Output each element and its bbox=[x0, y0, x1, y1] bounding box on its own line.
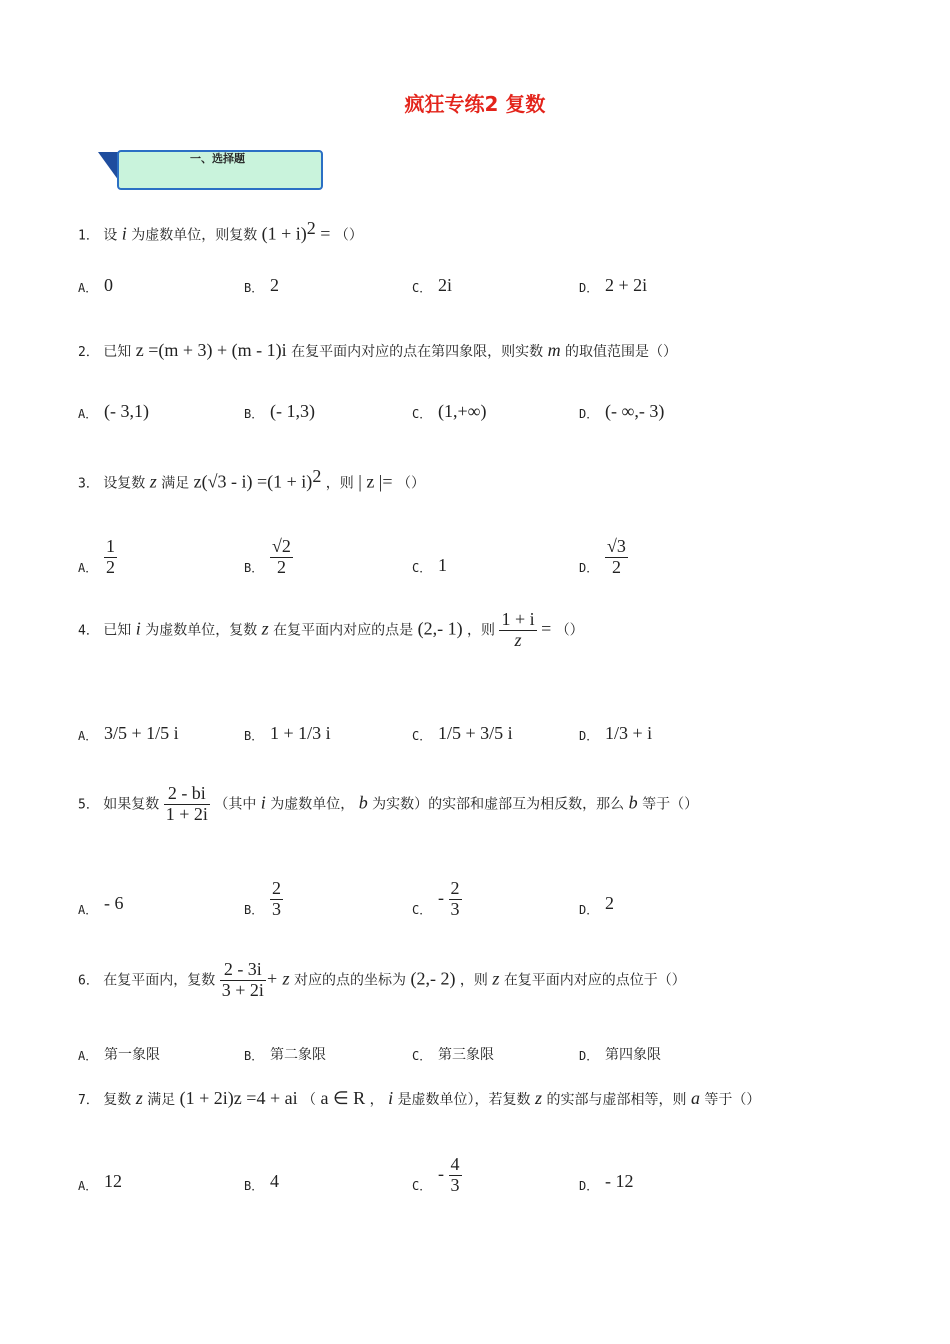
page-title: 疯狂专练2 复数 bbox=[404, 92, 546, 116]
options-2: A． (- 3,1) B． (- 1,3) C． (1,+∞) D． (- ∞,- 3) bbox=[78, 401, 665, 421]
question-4: 4． 已知 i 为虚数单位，复数 z 在复平面内对应的点是 (2,- 1) ，则 $\frac{1 + i}{z}$ = （） bbox=[78, 609, 584, 650]
options-7: A． 12 B． 4 C． - $\frac{4}{3}$ D． - 12 bbox=[78, 1154, 634, 1196]
options-1: A． 0 B． 2 C． 2i D． 2 + 2i bbox=[78, 275, 648, 295]
options-4: A． 3/5 + 1/5 i B． 1 + 1/3 i C． 1/5 + 3/5 i D． 1/3 + i bbox=[78, 723, 653, 743]
question-6: 6． 在复平面内，复数 $\frac{2 - 3i}{3 + 2i}$ + z 对应的点的坐标为 (2,- 2) ，则 z 在复平面内对应的点位于（） bbox=[78, 959, 686, 1000]
section-label: 一、选择题 bbox=[190, 152, 245, 165]
question-3: 3． 设复数 z 满足 $z(√3 - i) =(1 + i)^2$ ，则 | z |= （） bbox=[78, 466, 426, 492]
options-3: A． $\frac{1}{2}$ B． $\frac{√2}{2}$ C． 1 D． $\frac{√3}{2}$ bbox=[78, 536, 626, 578]
options-5: A． - 6 B． $\frac{2}{3}$ C． - $\frac{2}{3}$ D． 2 bbox=[78, 878, 614, 920]
question-7: 7． 复数 z 满足 (1 + 2i)z =4 + ai （ a ∈ R ， i 是虚数单位），若复数 z 的实部与虚部相等，则 a 等于（） bbox=[78, 1088, 761, 1108]
question-5: 5． 如果复数 $\frac{2 - bi}{1 + 2i}$ （其中 i 为虚数单位， b 为实数）的实部和虚部互为相反数，那么 b 等于（） bbox=[78, 783, 699, 824]
question-1: 1． 设 i 为虚数单位，则复数 $(1 + i)^2$ = （） bbox=[78, 218, 363, 244]
question-2: 2． 已知 z =(m + 3) + (m - 1)i 在复平面内对应的点在第四象限，则实数 m 的取值范围是（） bbox=[78, 340, 678, 360]
options-6: A． 第一象限 B． 第二象限 C． 第三象限 D． 第四象限 bbox=[78, 1047, 661, 1063]
section-header bbox=[98, 148, 324, 192]
